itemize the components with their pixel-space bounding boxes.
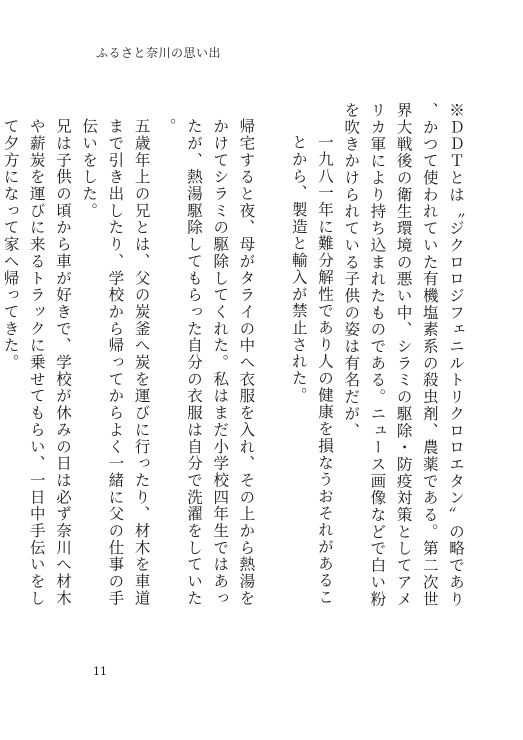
page-number: 11 — [93, 665, 107, 678]
page-body — [1, 102, 469, 622]
paragraph-gap — [259, 102, 285, 622]
body-paragraph-2: 五歳年上の兄とは、父の炭釜へ炭を運びに行ったり、材木を車道まで引き出したり、学校から帰ってからよく一緒に父の仕事の手伝いをした。 — [80, 117, 151, 607]
body-paragraph-3: 兄は子供の頃から車が好きで、学校が休みの日は必ず奈川へ材木や薪炭を運びに来るトラックに乗せてもらい、一日中手伝いをして夕方になって家へ帰ってきた。 — [1, 117, 72, 607]
body-paragraph-1: 帰宅すると夜、母がタライの中へ衣服を入れ、その上から熱湯をかけてシラミの駆除してくれた。私はまだ小学校四年生ではあったが、熱湯駆除してもらった自分の衣服は自分で洗濯をしていた。 — [158, 117, 256, 607]
running-header: ふるさと奈川の思い出 — [96, 46, 222, 60]
footnote-paragraph: ※ＤＤＴとは〝ジクロロジフェニルトリクロロエタン〟の略であり、かつて使われていた有機塩素系の殺虫剤、農薬である。第二次世界大戦後の衛生環境の悪い中、シラミの駆除・防疫対策としてアメリカ軍により持ち込まれたものである。ニュース画像などで白い粉を吹きかけられている子供の姿は有名だが、 — [342, 102, 465, 608]
footnote-paragraph-continued: 一九八一年に難分解性であり人の健康を損なうおそれがあることから、製造と輸入が禁止された。 — [289, 134, 334, 606]
